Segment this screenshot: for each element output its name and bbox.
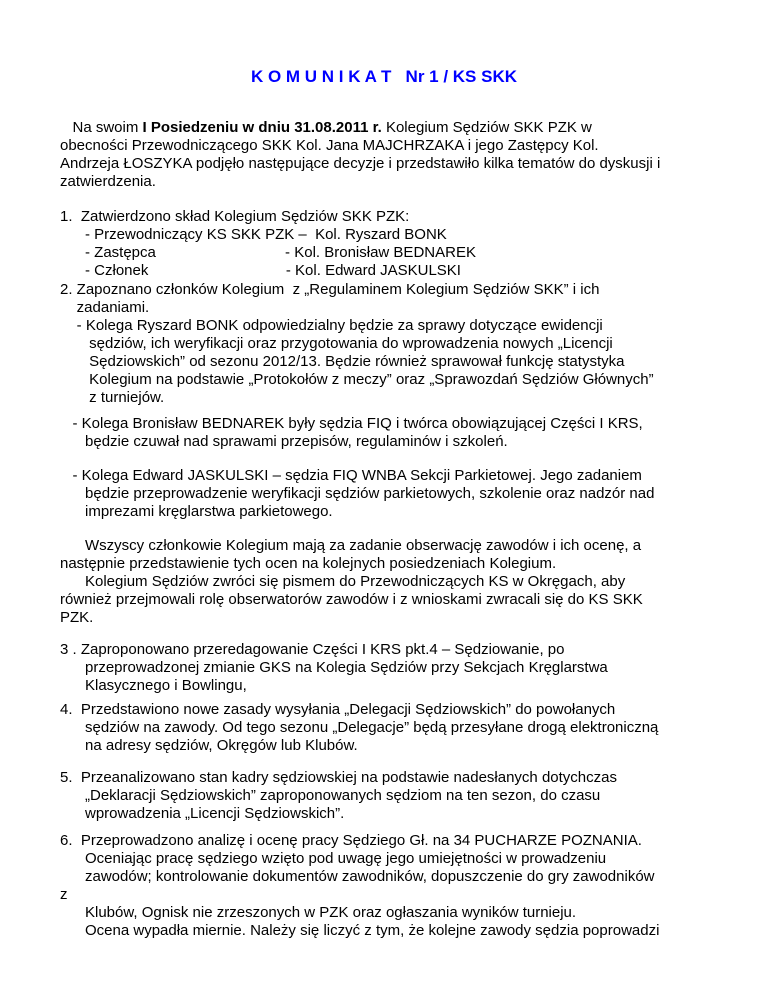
item-2-regulations-line: - Kolega Ryszard BONK odpowiedzialny będzie za sprawy dotyczące ewidencji	[60, 317, 603, 334]
item-4-delegations-line: 4. Przedstawiono nowe zasady wysyłania „Delegacji Sędziowskich” do powołanych	[60, 701, 616, 718]
intro-line-1-prefix: Na swoim	[60, 119, 143, 136]
members-paragraph-line: Wszyscy członkowie Kolegium mają za zadanie obserwację zawodów i ich ocenę, a	[60, 537, 642, 554]
item-2-jaskulski	[60, 467, 720, 521]
item-2-jaskulski-line: będzie przeprowadzenie weryfikacji sędziów parkietowych, szkolenie oraz nadzór nad	[60, 485, 655, 502]
item-1-composition-line: - Przewodniczący KS SKK PZK – Kol. Ryszard BONK	[60, 226, 447, 243]
item-5-staff	[60, 769, 720, 823]
item-2-regulations-line: z turniejów.	[60, 389, 165, 406]
item-2-regulations-line: Sędziowskich” od sezonu 2012/13. Będzie również sprawował funkcję statystyka	[60, 353, 625, 370]
item-6-evaluation-line: 6. Przeprowadzono analizę i ocenę pracy Sędziego Gł. na 34 PUCHARZE POZNANIA.	[60, 832, 642, 849]
intro-line-4: zatwierdzenia.	[60, 173, 156, 190]
intro-line-2: obecności Przewodniczącego SKK Kol. Jana MAJCHRZAKA i jego Zastępcy Kol.	[60, 137, 599, 154]
item-5-staff-line: wprowadzenia „Licencji Sędziowskich”.	[60, 805, 345, 822]
intro-session-date: I Posiedzeniu w dniu 31.08.2011 r.	[142, 119, 382, 136]
item-4-delegations-line: na adresy sędziów, Okręgów lub Klubów.	[60, 737, 358, 754]
item-4-delegations-line: sędziów na zawody. Od tego sezonu „Delegacje” będą przesyłane drogą elektroniczną	[60, 719, 659, 736]
intro-paragraph	[60, 119, 720, 191]
document-title: K O M U N I K A T Nr 1 / KS SKK	[250, 67, 518, 86]
item-2-regulations-line: 2. Zapoznano członków Kolegium z „Regulaminem Kolegium Sędziów SKK” i ich	[60, 281, 600, 298]
item-2-bednarek-line: - Kolega Bronisław BEDNAREK były sędzia FIQ i twórca obowiązującej Części I KRS,	[60, 415, 643, 432]
item-2-jaskulski-line: - Kolega Edward JASKULSKI – sędzia FIQ WNBA Sekcji Parkietowej. Jego zadaniem	[60, 467, 642, 484]
members-paragraph	[60, 537, 720, 627]
item-4-delegations	[60, 701, 720, 755]
intro-line-3: Andrzeja ŁOSZYKA podjęło następujące decyzje i przedstawiło kilka tematów do dyskusji i	[60, 155, 661, 172]
item-6-evaluation-line: Ocena wypadła miernie. Należy się liczyć z tym, że kolejne zawody sędzia poprowadzi	[60, 922, 660, 939]
members-paragraph-line: Kolegium Sędziów zwróci się pismem do Przewodniczących KS w Okręgach, aby	[60, 573, 626, 590]
item-2-regulations-line: zadaniami.	[60, 299, 150, 316]
item-3-krs	[60, 641, 720, 695]
intro-line-1-suffix: Kolegium Sędziów SKK PZK w	[381, 119, 592, 136]
item-3-krs-line: Klasycznego i Bowlingu,	[60, 677, 247, 694]
item-6-evaluation-line: Klubów, Ognisk nie zrzeszonych w PZK oraz ogłaszania wyników turnieju.	[60, 904, 577, 921]
item-5-staff-line: 5. Przeanalizowano stan kadry sędziowskiej na podstawie nadesłanych dotychczas	[60, 769, 617, 786]
item-3-krs-line: przeprowadzonej zmianie GKS na Kolegia Sędziów przy Sekcjach Kręglarstwa	[60, 659, 608, 676]
item-6-evaluation	[60, 832, 720, 940]
item-2-bednarek-line: będzie czuwał nad sprawami przepisów, regulaminów i szkoleń.	[60, 433, 508, 450]
item-1-composition-line: 1. Zatwierdzono skład Kolegium Sędziów SKK PZK:	[60, 208, 410, 225]
item-1-composition	[60, 208, 720, 280]
item-6-evaluation-line: Oceniając pracę sędziego wzięto pod uwagę jego umiejętności w prowadzeniu	[60, 850, 607, 867]
item-2-regulations-line: Kolegium na podstawie „Protokołów z meczy” oraz „Sprawozdań Sędziów Głównych”	[60, 371, 654, 388]
item-6-evaluation-line: zawodów; kontrolowanie dokumentów zawodników, dopuszczenie do gry zawodników	[60, 868, 655, 885]
item-6-evaluation-line: z	[60, 886, 68, 903]
item-1-composition-line: - Zastępca - Kol. Bronisław BEDNAREK	[60, 244, 476, 261]
item-2-bednarek	[60, 415, 720, 451]
item-2-regulations	[60, 281, 720, 407]
item-2-jaskulski-line: imprezami kręglarstwa parkietowego.	[60, 503, 333, 520]
item-1-composition-line: - Członek - Kol. Edward JASKULSKI	[60, 262, 461, 279]
item-2-regulations-line: sędziów, ich weryfikacji oraz przygotowania do wprowadzenia nowych „Licencji	[60, 335, 613, 352]
intro-line-1	[60, 119, 720, 137]
item-5-staff-line: „Deklaracji Sędziowskich” zaproponowanych sędziom na ten sezon, do czasu	[60, 787, 601, 804]
item-3-krs-line: 3 . Zaproponowano przeredagowanie Części I KRS pkt.4 – Sędziowanie, po	[60, 641, 565, 658]
members-paragraph-line: PZK.	[60, 609, 94, 626]
members-paragraph-line: również przejmowali rolę obserwatorów zawodów i z wnioskami zwracali się do KS SKK	[60, 591, 643, 608]
members-paragraph-line: następnie przedstawienie tych ocen na kolejnych posiedzeniach Kolegium.	[60, 555, 557, 572]
